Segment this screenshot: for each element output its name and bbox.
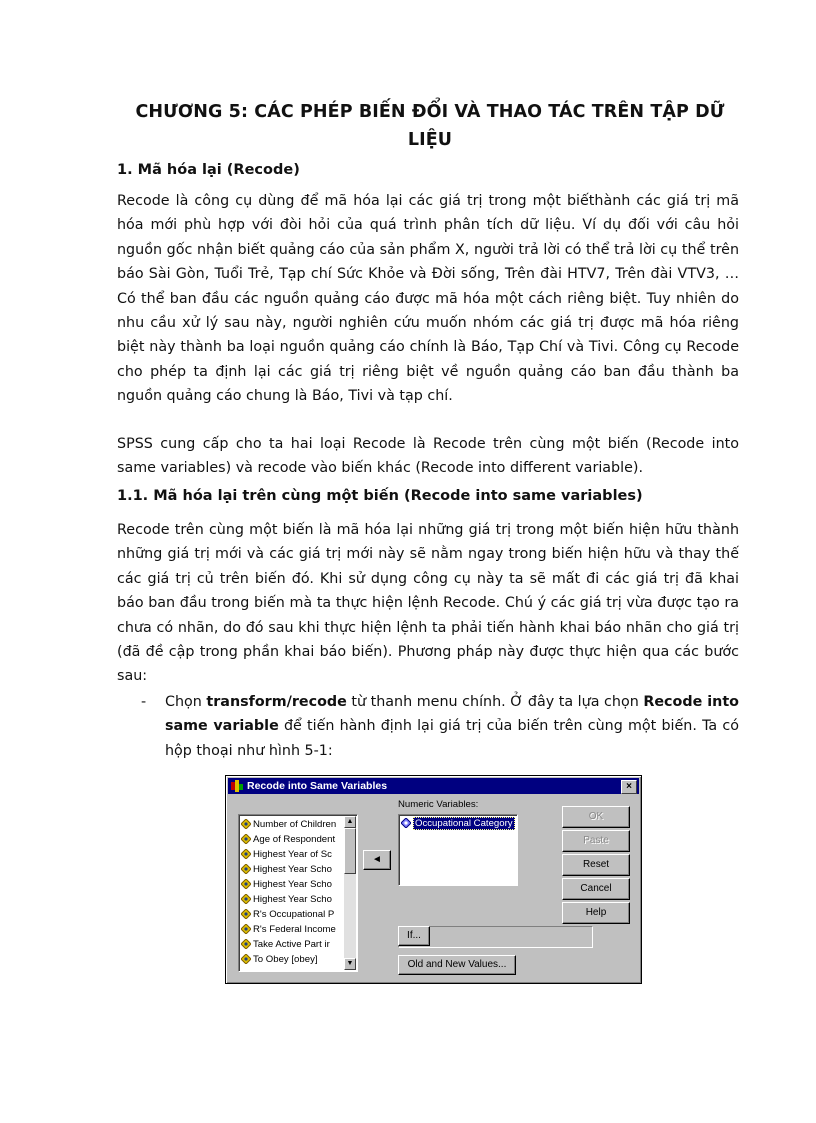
chapter-title	[110, 98, 750, 154]
ruler-variable-icon	[241, 879, 251, 889]
recode-dialog	[225, 775, 642, 984]
bullet-text-mid: từ thanh menu chính. Ở đây ta lựa chọn	[346, 694, 644, 710]
source-variable-label: Age of Respondent	[253, 834, 336, 845]
cancel-button[interactable]: Cancel	[562, 878, 630, 900]
move-variable-button[interactable]: ◄	[363, 850, 391, 870]
source-variable-label: To Obey [obey]	[253, 954, 318, 965]
ruler-variable-icon	[241, 939, 251, 949]
ruler-variable-icon	[241, 924, 251, 934]
paste-button[interactable]: Paste	[562, 830, 630, 852]
help-button[interactable]: Help	[562, 902, 630, 924]
source-variable-label: Take Active Part ir	[253, 939, 330, 950]
reset-button[interactable]: Reset	[562, 854, 630, 876]
scroll-thumb[interactable]	[344, 828, 356, 874]
if-button[interactable]: If...	[398, 926, 430, 946]
ruler-variable-icon	[241, 909, 251, 919]
ruler-variable-icon	[241, 819, 251, 829]
paragraph-recode-intro: Recode là công cụ dùng để mã hóa lại các giá trị trong một biếthành các giá trị mã hóa mới phù hợp với đòi hỏi của quá trình phân tích dữ liệu. Ví dụ đối với câu hỏi nguồn gốc nhận biết quảng cáo của sản phẩm X, người trả lời có thể trả lời cụ thể trên báo Sài Gòn, Tuổi Trẻ, Tạp chí Sức Khỏe và Đời sống, Trên đài HTV7, Trên đài VTV3, … Có thể ban đầu các nguồn quảng cáo được mã hóa một cách riêng biệt. Tuy nhiên do nhu cầu xử lý sau này, người nghiên cứu muốn nhóm các giá trị được mã hóa riêng biệt này thành ba loại nguồn quảng cáo chính là Báo, Tạp Chí và Tivi. Công cụ Recode cho phép ta định lại các giá trị riêng biệt về nguồn quảng cáo ban đầu thành ba nguồn quảng cáo chung là Báo, Tivi và tạp chí.	[117, 193, 739, 405]
list-item[interactable]	[241, 877, 345, 892]
source-variable-list[interactable]	[238, 814, 358, 972]
ruler-variable-icon	[241, 894, 251, 904]
ruler-variable-icon	[241, 864, 251, 874]
list-item[interactable]	[241, 907, 345, 922]
source-variable-label: Highest Year Scho	[253, 879, 332, 890]
list-item[interactable]	[241, 892, 345, 907]
list-item[interactable]	[241, 862, 345, 877]
section1-heading: 1. Mã hóa lại (Recode)	[117, 162, 300, 178]
scroll-up-icon[interactable]: ▲	[344, 816, 356, 828]
list-item[interactable]	[241, 847, 345, 862]
section11-heading: 1.1. Mã hóa lại trên cùng một biến (Recode into same variables)	[117, 488, 643, 504]
app-icon	[231, 780, 243, 792]
dialog-titlebar	[228, 778, 639, 794]
list-item[interactable]	[241, 922, 345, 937]
numeric-variable-label: Occupational Category	[415, 818, 513, 829]
list-item[interactable]	[241, 937, 345, 952]
source-variable-label: R's Occupational P	[253, 909, 335, 920]
numeric-variables-label: Numeric Variables:	[398, 799, 479, 810]
bullet-dash: -	[141, 694, 147, 710]
list-item[interactable]	[401, 817, 515, 830]
ok-button[interactable]: OK	[562, 806, 630, 828]
ruler-variable-icon	[241, 834, 251, 844]
source-variable-label: Number of Children	[253, 819, 337, 830]
ruler-variable-icon	[241, 849, 251, 859]
source-list-scrollbar[interactable]	[344, 816, 356, 970]
bullet-text-post: để tiến hành định lại giá trị của biến trên cùng một biến. Ta có hộp thoại như hình 5-1:	[165, 718, 739, 759]
source-variable-label: Highest Year of Sc	[253, 849, 332, 860]
list-item[interactable]	[241, 832, 345, 847]
ruler-variable-icon	[401, 818, 411, 828]
dialog-title: Recode into Same Variables	[247, 780, 388, 792]
list-item[interactable]	[241, 817, 345, 832]
list-item[interactable]	[241, 952, 345, 967]
scroll-down-icon[interactable]: ▼	[344, 958, 356, 970]
close-icon[interactable]: ×	[621, 780, 637, 794]
source-variable-label: Highest Year Scho	[253, 894, 332, 905]
bullet-text-pre: Chọn	[165, 694, 207, 710]
chapter-title-line1: CHƯƠNG 5: CÁC PHÉP BIẾN ĐỔI VÀ THAO TÁC TRÊN TẬP DỮ	[135, 102, 725, 122]
source-variable-label: R's Federal Income	[253, 924, 336, 935]
bullet-bold-menu: transform/recode	[206, 694, 347, 710]
numeric-variables-list[interactable]	[398, 814, 518, 886]
bullet-text	[165, 690, 739, 763]
ruler-variable-icon	[241, 954, 251, 964]
bullet-bold-option: Recode into same variable	[165, 694, 739, 735]
chapter-title-line2: LIỆU	[407, 130, 453, 150]
paragraph-recode-types: SPSS cung cấp cho ta hai loại Recode là Recode trên cùng một biến (Recode into same variables) và recode vào biến khác (Recode into different variable).	[117, 436, 739, 477]
source-variable-label: Highest Year Scho	[253, 864, 332, 875]
old-and-new-values-button[interactable]: Old and New Values...	[398, 955, 516, 975]
paragraph-recode-same: Recode trên cùng một biến là mã hóa lại những giá trị trong một biến hiện hữu thành những giá trị mới và các giá trị mới này sẽ nằm ngay trong biến hiện hữu và thay thế các giá trị củ trên biến đó. Khi sử dụng công cụ này ta sẽ mất đi các giá trị đã khai báo ban đầu trong biến mà ta thực hiện lệnh Recode. Chú ý các giá trị vừa được tạo ra chưa có nhãn, do đó sau khi thực hiện lệnh ta phải tiến hành khai báo nhãn cho giá trị (đã đề cập trong phần khai báo biến). Phương pháp này được thực hiện qua các bước sau:	[117, 522, 739, 685]
